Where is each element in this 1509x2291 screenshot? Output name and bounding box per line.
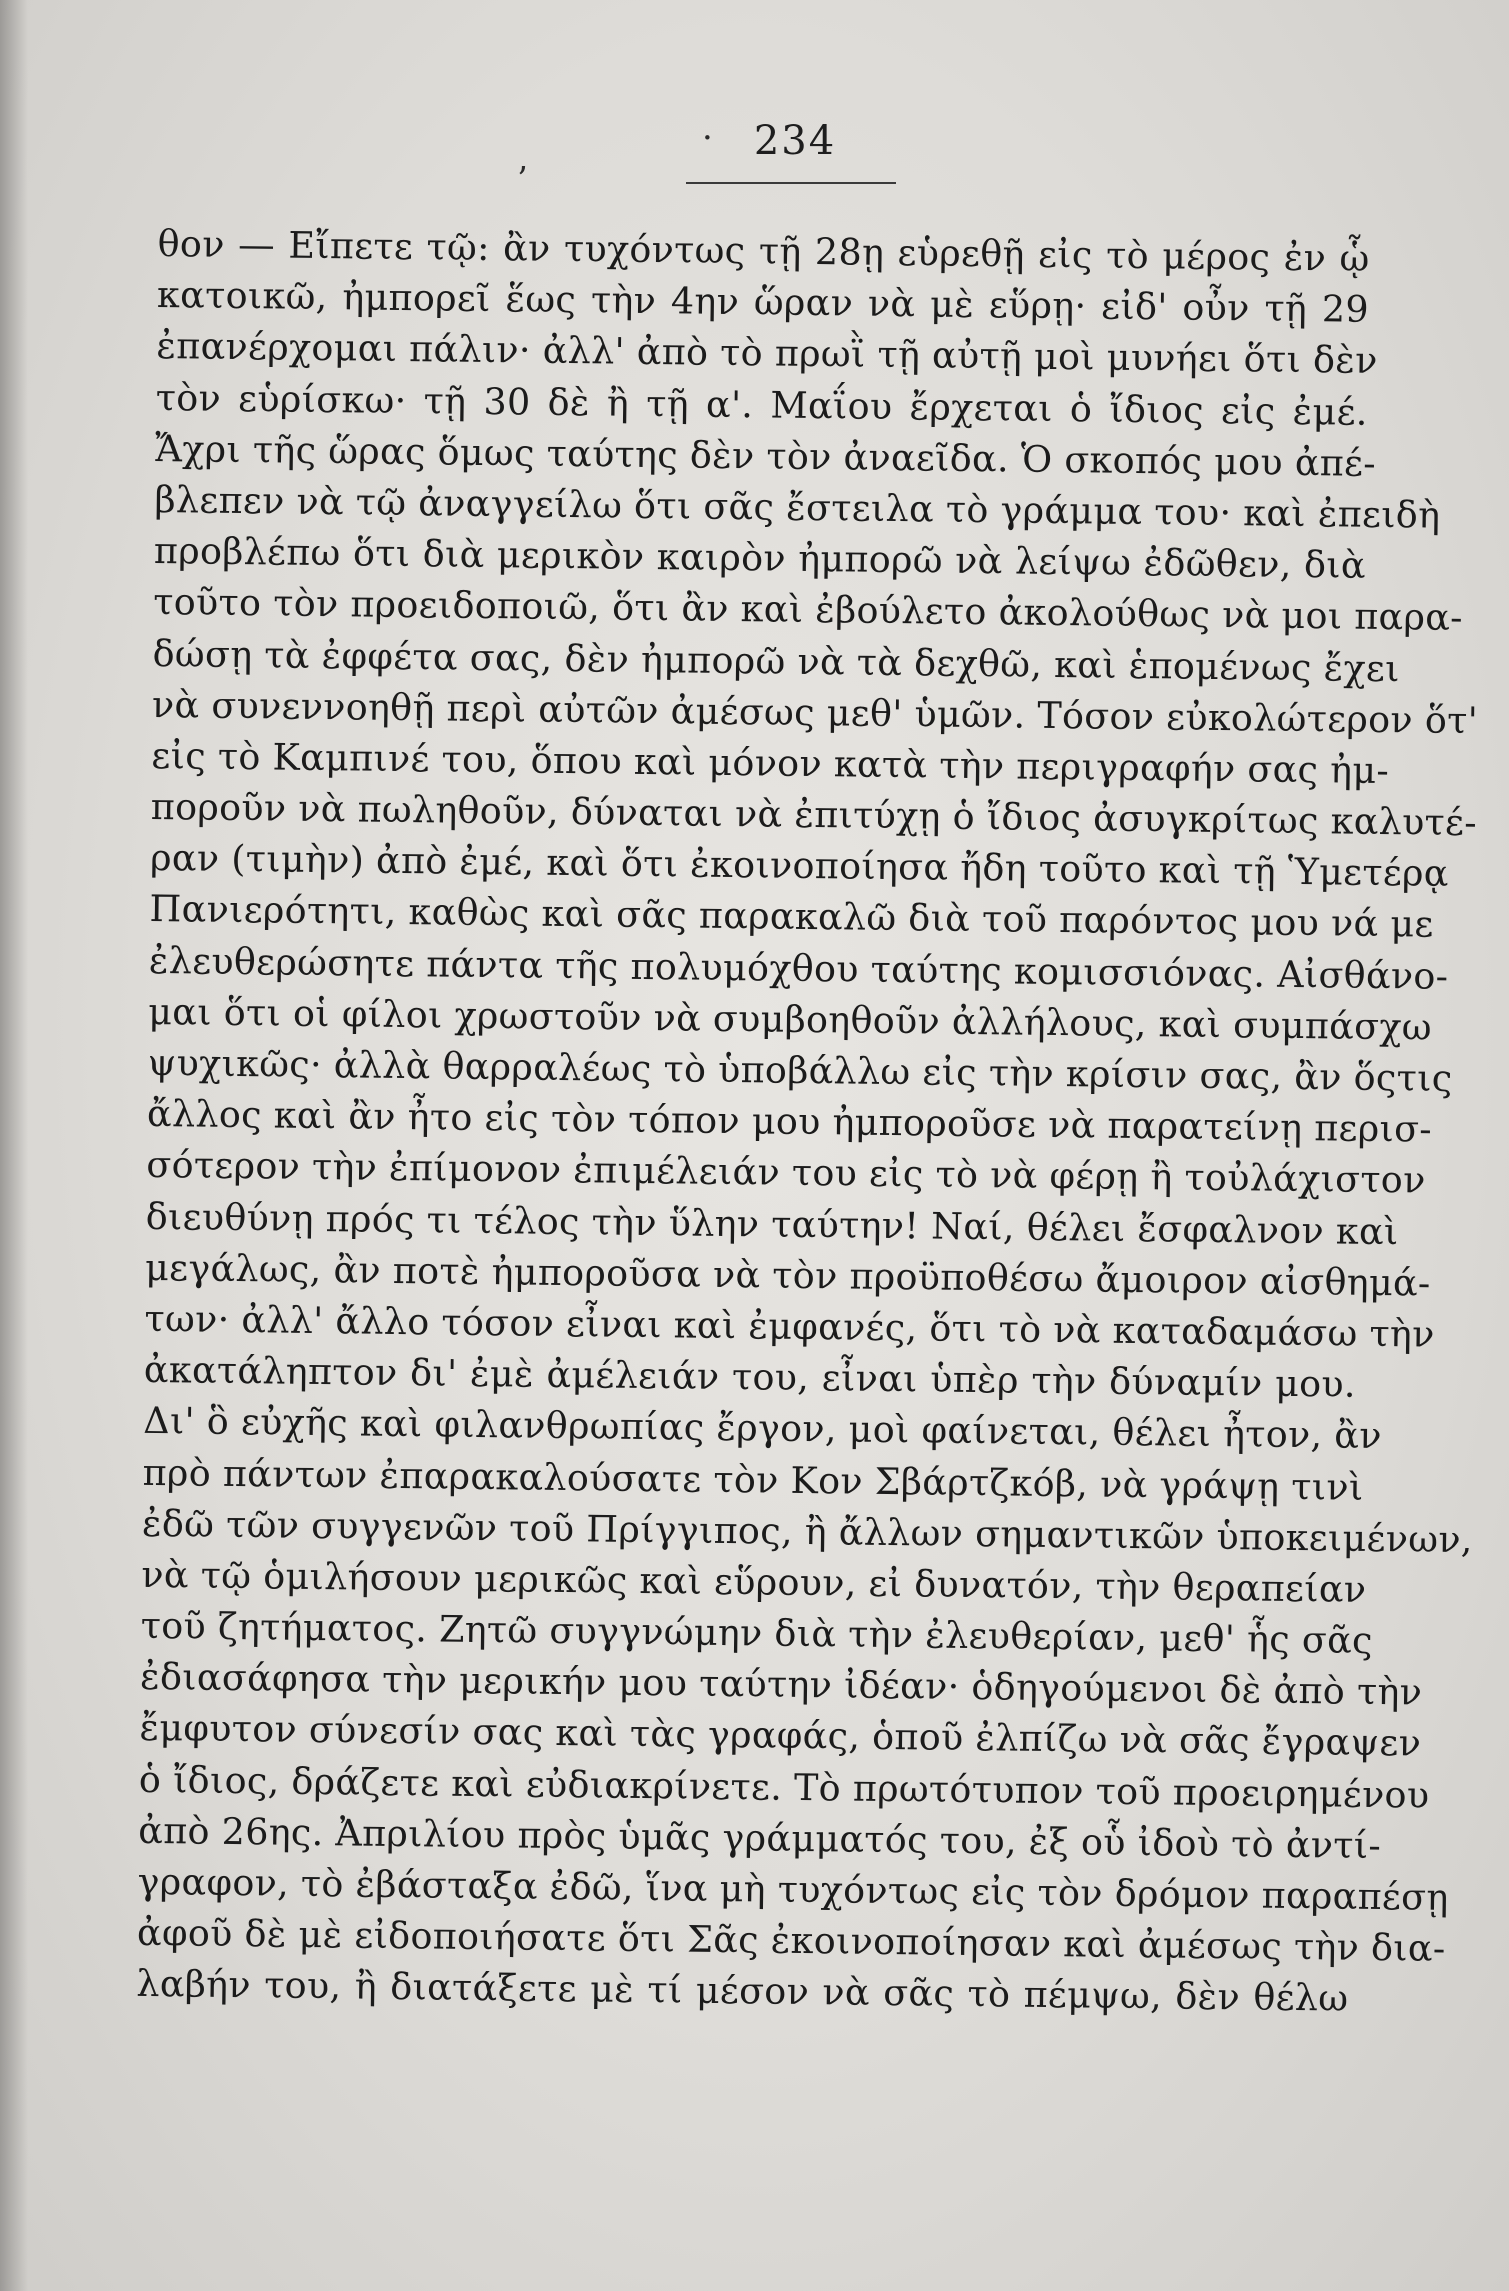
body-text [136, 218, 1479, 2024]
text-line: ἐδῶ τῶν συγγενῶν τοῦ Πρίγγιπος, ἢ ἄλλων σημαντικῶν ὑποκειμένων, [141, 1501, 1473, 1561]
text-line: ἄλλος καὶ ἂν ἦτο εἰς τὸν τόπον μου ἠμποροῦσε νὰ παρατείνῃ περισ- [146, 1092, 1433, 1151]
text-line: προβλέπω ὅτι διὰ μερικὸν καιρὸν ἠμπορῶ νὰ λείψω ἐδῶθεν, διὰ [153, 529, 1367, 587]
text-line: ἔμφυτον σύνεσίν σας καὶ τὰς γραφάς, ὁποῦ ἐλπίζω νὰ σᾶς ἔγραψεν [139, 1706, 1422, 1765]
text-line: σότερον τὴν ἐπίμονον ἐπιμέλειάν του εἰς τὸ νὰ φέρῃ ἢ τοὐλάχιστον [146, 1143, 1426, 1202]
page-number: 234 [753, 118, 837, 164]
text-line: τὸν εὑρίσκω· τῇ 30 δὲ ἢ τῇ α'. Μαΐου ἔρχεται ὁ ἴδιος εἰς ἐμέ. [155, 375, 1368, 434]
text-line: Πανιερότητι, καθὼς καὶ σᾶς παρακαλῶ διὰ τοῦ παρόντος μου νά με [149, 887, 1434, 947]
text-line: ἐλευθερώσητε πάντα τῆς πολυμόχθου ταύτης κομισσιόνας. Αἰσθάνο- [148, 938, 1449, 998]
text-line: Ἄχρι τῆς ὥρας ὅμως ταύτης δὲν τὸν ἀναεῖδα. Ὁ σκοπός μου ἀπέ- [154, 426, 1377, 485]
text-line: θον — Εἴπετε τῷ: ἂν τυχόντως τῇ 28ῃ εὑρεθῇ εἰς τὸ μέρος ἐν ᾧ [157, 221, 1370, 280]
text-line: ραν (τιμὴν) ἀπὸ ἐμέ, καὶ ὅτι ἐκοινοποίησα ἤδη τοῦτο καὶ τῇ Ὑμετέρᾳ [149, 836, 1450, 896]
binding-shadow [0, 0, 28, 2291]
text-line: τοῦτο τὸν προειδοποιῶ, ὅτι ἂν καὶ ἐβούλετο ἀκολούθως νὰ μοι παρα- [153, 580, 1464, 640]
text-line: μεγάλως, ἂν ποτὲ ἠμποροῦσα νὰ τὸν προϋποθέσω ἄμοιρον αἰσθημά- [144, 1245, 1431, 1305]
text-line: λαβήν του, ἢ διατάξετε μὲ τί μέσον νὰ σᾶς τὸ πέμψω, δὲν θέλω [136, 1962, 1349, 2021]
text-line: ὁ ἴδιος, δράζετε καὶ εὐδιακρίνετε. Τὸ πρωτότυπον τοῦ προειρημένου [138, 1757, 1430, 1817]
text-line: δώσῃ τὰ ἐφφέτα σας, δὲν ἠμπορῶ νὰ τὰ δεχθῶ, καὶ ἑπομένως ἔχει [152, 631, 1401, 690]
text-line: κατοικῶ, ἠμπορεῖ ἕως τὴν 4ην ὥραν νὰ μὲ εὕρῃ· εἰδ' οὖν τῇ 29 [156, 273, 1370, 331]
text-line: διευθύνῃ πρός τι τέλος τὴν ὕλην ταύτην! Ναί, θέλει ἔσφαλνον καὶ [145, 1194, 1399, 1253]
page-number-rule [686, 182, 896, 184]
text-line: των· ἀλλ' ἄλλο τόσον εἶναι καὶ ἐμφανές, ὅτι τὸ νὰ καταδαμάσω τὴν [144, 1296, 1435, 1356]
text-line: πρὸ πάντων ἐπαρακαλούσατε τὸν Κον Σβάρτζκόβ, νὰ γράψῃ τινὶ [142, 1450, 1364, 1509]
text-line: Δι' ὃ εὐχῆς καὶ φιλανθρωπίας ἔργον, μοὶ φαίνεται, θέλει ἦτον, ἂν [143, 1399, 1383, 1458]
text-line: μαι ὅτι οἱ φίλοι χρωστοῦν νὰ συμβοηθοῦν ἀλλήλους, καὶ συμπάσχω [148, 989, 1433, 1049]
text-line: ἐπανέρχομαι πάλιν· ἀλλ' ἀπὸ τὸ πρωῒ τῇ αὐτῇ μοὶ μυνήει ὅτι δὲν [156, 324, 1378, 383]
text-line: τοῦ ζητήματος. Ζητῶ συγγνώμην διὰ τὴν ἐλευθερίαν, μεθ' ἧς σᾶς [140, 1603, 1374, 1663]
text-line: ἀπὸ 26ης. Ἀπριλίου πρὸς ὑμᾶς γράμματός του, ἐξ οὗ ἰδοὺ τὸ ἀντί- [138, 1808, 1382, 1867]
text-line: εἰς τὸ Καμπινέ του, ὅπου καὶ μόνον κατὰ τὴν περιγραφήν σας ἠμ- [151, 733, 1390, 792]
stray-print-mark: ʼ [516, 160, 527, 200]
text-line: ποροῦν νὰ πωληθοῦν, δύναται νὰ ἐπιτύχῃ ὁ ἴδιος ἀσυγκρίτως καλυτέ- [150, 785, 1478, 845]
stray-print-dot: · [702, 118, 713, 158]
text-line: γραφον, τὸ ἐβάσταξα ἐδῶ, ἵνα μὴ τυχόντως εἰς τὸν δρόμον παραπέσῃ [137, 1859, 1449, 1919]
text-line: νὰ τῷ ὁμιλήσουν μερικῶς καὶ εὕρουν, εἰ δυνατόν, τὴν θεραπείαν [141, 1552, 1367, 1611]
text-line: ἀφοῦ δὲ μὲ εἰδοποιήσατε ὅτι Σᾶς ἐκοινοποίησαν καὶ ἀμέσως τὴν δια- [136, 1911, 1446, 1971]
text-line: ψυχικῶς· ἀλλὰ θαρραλέως τὸ ὑποβάλλω εἰς τὴν κρίσιν σας, ἂν ὅςτις [147, 1040, 1453, 1100]
text-line: ἀκατάληπτον δι' ἐμὲ ἀμέλειάν του, εἶναι ὑπὲρ τὴν δύναμίν μου. [143, 1348, 1357, 1406]
text-line: βλεπεν νὰ τῷ ἀναγγείλω ὅτι σᾶς ἔστειλα τὸ γράμμα του· καὶ ἐπειδὴ [154, 477, 1441, 537]
text-line: νὰ συνεννοηθῇ περὶ αὐτῶν ἀμέσως μεθ' ὑμῶν. Τόσον εὐκολώτερον ὅτ' [151, 682, 1479, 742]
text-line: ἐδιασάφησα τὴν μερικήν μου ταύτην ἰδέαν· ὁδηγούμενοι δὲ ἀπὸ τὴν [139, 1655, 1423, 1714]
